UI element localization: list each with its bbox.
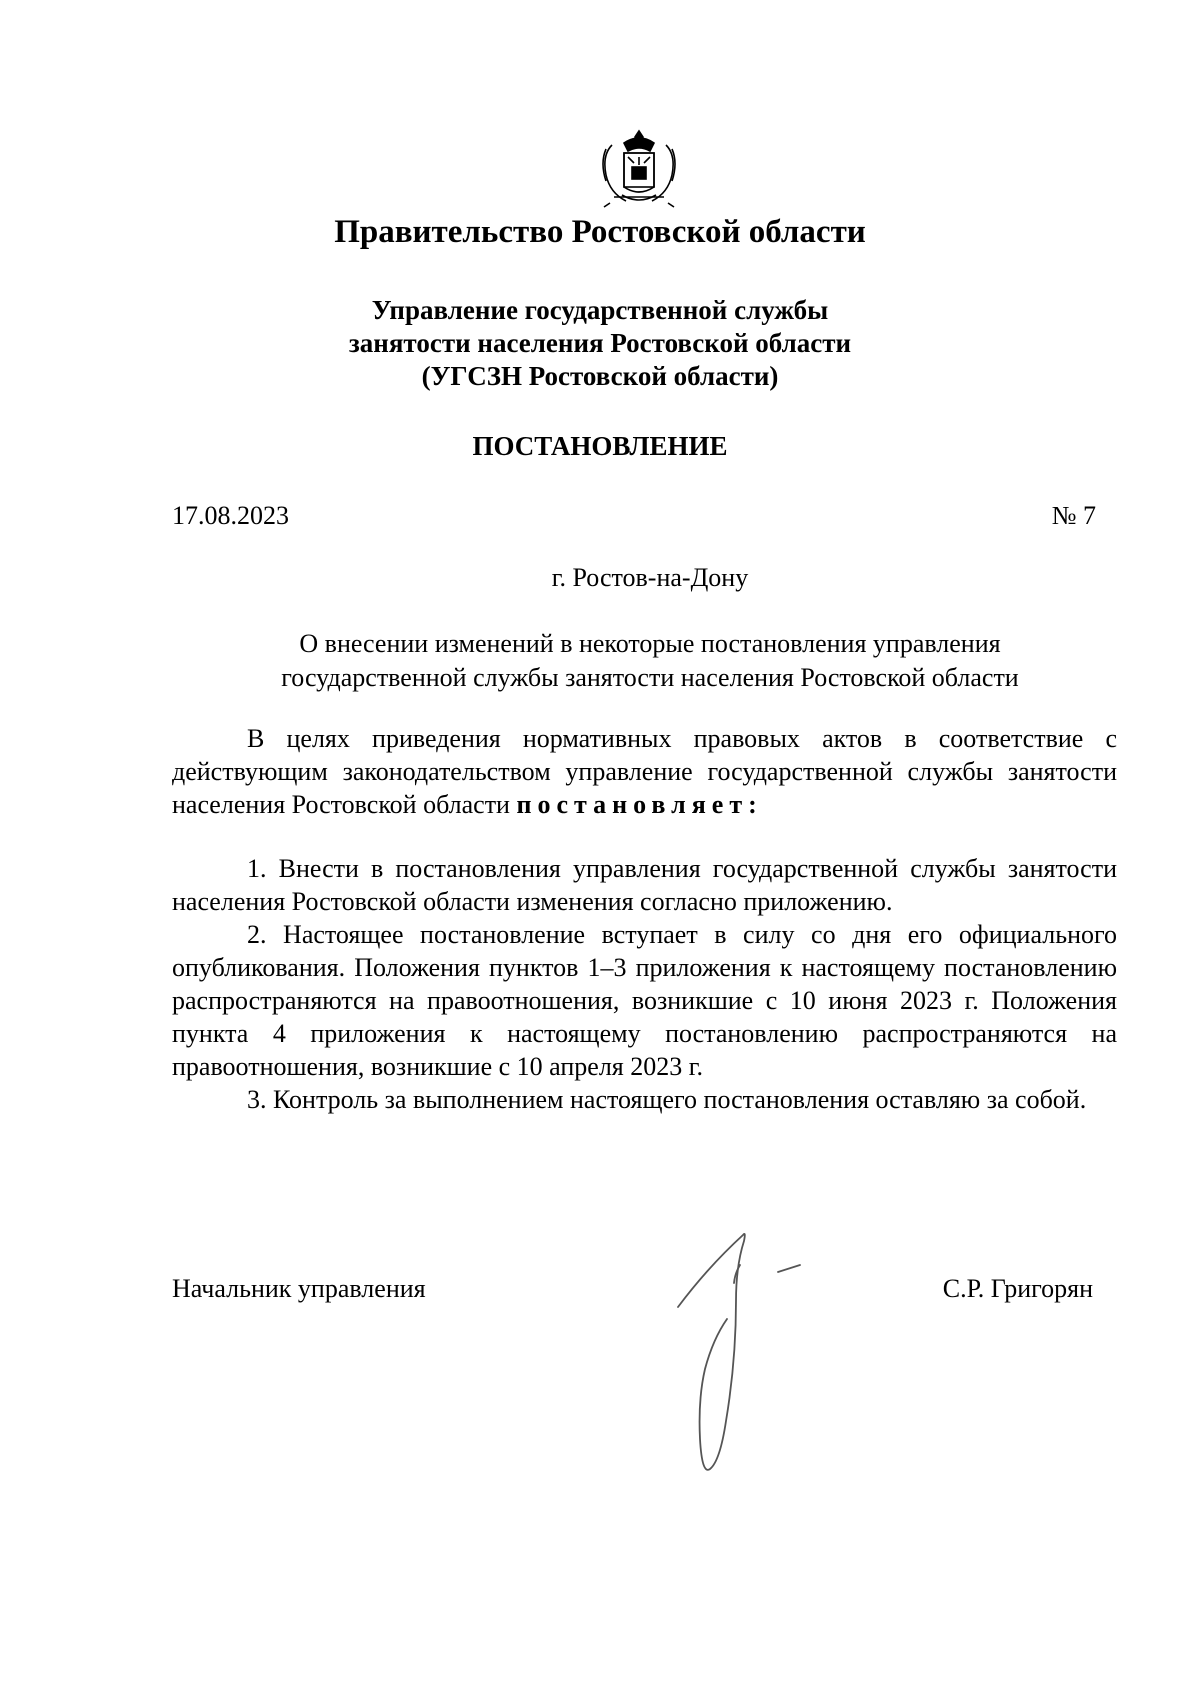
- preamble: [172, 722, 1117, 821]
- preamble-paragraph: [172, 722, 1117, 821]
- decree-word: постановляет:: [516, 790, 763, 819]
- department-name: [0, 294, 1200, 393]
- decree-items: [172, 852, 1117, 1116]
- coat-of-arms-icon: [592, 127, 686, 209]
- decree-item-2: 2. Настоящее постановление вступает в силу со дня его официального опубликования. Положения пунктов 1–3 приложения к настоящему постановлению распространяются на правоотношения, возникшие с 10 июня 2023 г. Положения пункта 4 приложения к настоящему постановлению распространяются на правоотношения, возникшие с 10 апреля 2023 г.: [172, 920, 1117, 1081]
- document-date: 17.08.2023: [172, 501, 289, 530]
- subject-line: государственной службы занятости населения Ростовской области: [281, 663, 1019, 692]
- government-title: Правительство Ростовской области: [334, 214, 866, 250]
- decree-item-3: 3. Контроль за выполнением настоящего постановления оставляю за собой.: [247, 1085, 1087, 1114]
- department-line: занятости населения Ростовской области: [348, 328, 852, 358]
- document-city: г. Ростов-на-Дону: [551, 563, 749, 592]
- department-abbreviation: (УГСЗН Ростовской области): [421, 361, 779, 391]
- document-type: ПОСТАНОВЛЕНИЕ: [472, 431, 728, 461]
- subject-line: О внесении изменений в некоторые постановления управления: [299, 629, 1001, 658]
- document-number: № 7: [1051, 501, 1096, 530]
- decree-item-1: 1. Внести в постановления управления государственной службы занятости населения Ростовской области изменения согласно приложению.: [172, 854, 1117, 916]
- signatory-name: С.Р. Григорян: [942, 1274, 1093, 1303]
- signatory-position: Начальник управления: [172, 1274, 426, 1303]
- department-line: Управление государственной службы: [371, 295, 829, 325]
- preamble-text: В целях приведения нормативных правовых актов в соответствие с действующим законодательством управление государственной службы занятости населения Ростовской области: [172, 724, 1117, 819]
- handwritten-signature-icon: [670, 1225, 830, 1475]
- document-subject: [50, 627, 1200, 695]
